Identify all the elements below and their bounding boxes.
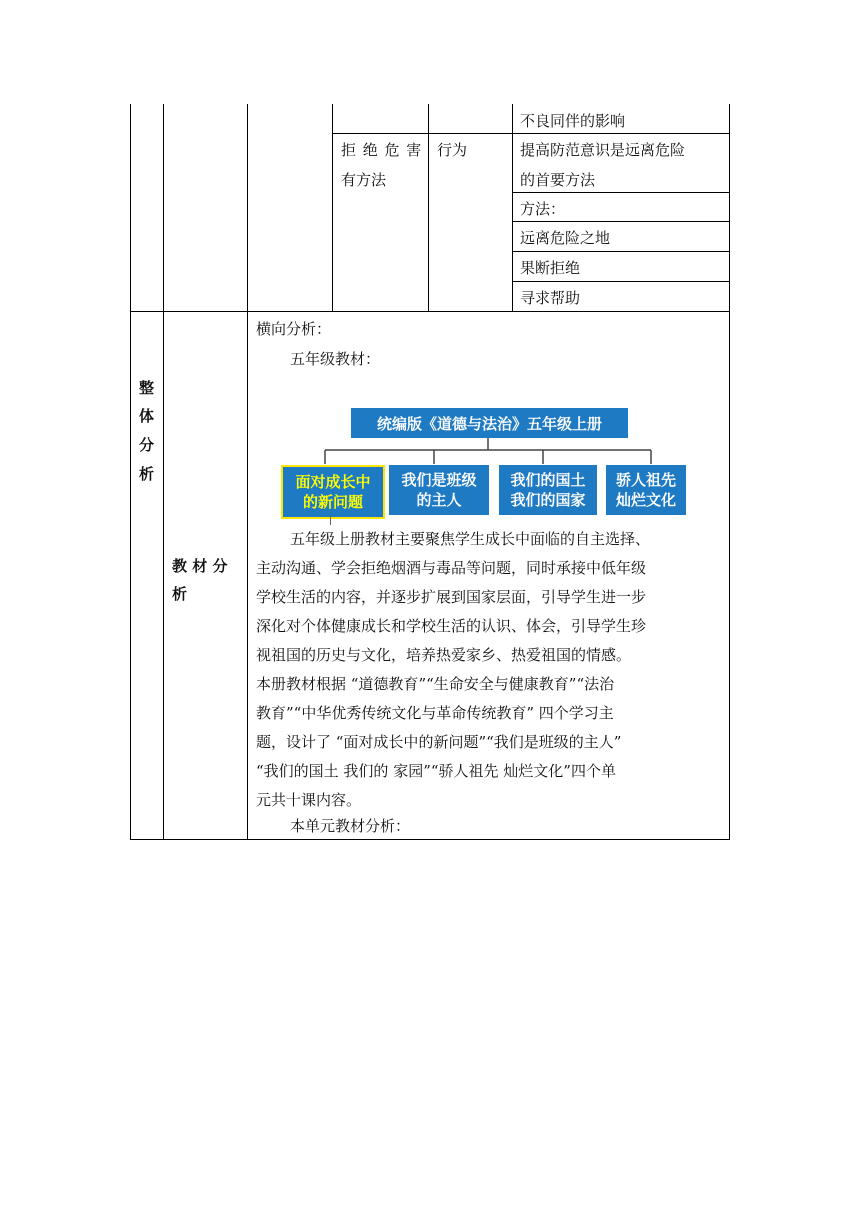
content-line2: 的首要方法 <box>520 171 596 189</box>
table-border-right <box>729 104 730 840</box>
diagram-connectors <box>280 438 720 468</box>
paragraph-line: “我们的国土 我们的 家园”“骄人祖先 灿烂文化”四个单 <box>256 762 616 780</box>
paragraph-line: 教育”“中华优秀传统文化与革命传统教育” 四个学习主 <box>256 704 614 722</box>
unit-box-line1: 我们的国土 <box>510 471 586 489</box>
paragraph-line: 视祖国的历史与文化，培养热爱家乡、热爱祖国的情感。 <box>256 646 632 664</box>
table-col-line-4 <box>428 104 429 311</box>
unit-box <box>389 465 489 515</box>
method-heading: 方法： <box>520 200 566 218</box>
unit-box <box>499 465 597 515</box>
side-label-char: 整 <box>139 379 155 397</box>
table-row-line-c <box>512 221 730 222</box>
paragraph-line: 主动沟通、学会拒绝烟酒与毒品等问题，同时承接中低年级 <box>256 559 647 577</box>
method-item: 果断拒绝 <box>520 259 581 277</box>
unit-analysis-heading: 本单元教材分析： <box>290 817 411 835</box>
table-col-line-1 <box>163 104 164 840</box>
side-label-char: 体 <box>139 407 155 425</box>
table-col-line-5 <box>512 104 513 311</box>
paragraph-line: 五年级上册教材主要聚焦学生成长中面临的自主选择、 <box>290 530 651 548</box>
category-label: 行为 <box>437 141 468 159</box>
table-section-divider <box>130 311 730 312</box>
unit-box-line2: 灿烂文化 <box>615 491 676 509</box>
sub-label-line2: 析 <box>172 585 188 603</box>
section-title-line1: 拒 绝 危 害 <box>341 141 423 159</box>
paragraph-line: 题，设计了 “面对成长中的新问题”“我们是班级的主人” <box>256 733 622 751</box>
table-row-line-d <box>512 251 730 252</box>
paragraph-line: 深化对个体健康成长和学校生活的认识、体会，引导学生珍 <box>256 617 647 635</box>
method-item: 远离危险之地 <box>520 229 611 247</box>
diagram-top-label: 统编版《道德与法治》五年级上册 <box>351 408 628 438</box>
unit-box-line1: 我们是班级 <box>401 471 477 489</box>
side-label-char: 分 <box>139 436 155 454</box>
unit-box-line1: 骄人祖先 <box>615 471 676 489</box>
sub-label-line1: 教 材 分 <box>172 557 228 575</box>
grade-label: 五年级教材： <box>290 350 381 368</box>
unit-box-line2: 我们的国家 <box>510 491 586 509</box>
unit-box <box>606 465 686 515</box>
section-title-line2: 有方法 <box>341 171 387 189</box>
method-item: 寻求帮助 <box>520 289 581 307</box>
table-border-left <box>130 104 131 840</box>
side-label-char: 析 <box>139 465 155 483</box>
table-col-line-2 <box>247 104 248 840</box>
content-line1: 提高防范意识是远离危险 <box>520 141 686 159</box>
unit-box-stem <box>330 515 331 525</box>
paragraph-line: 本册教材根据 “道德教育”“生命安全与健康教育”“法治 <box>256 675 615 693</box>
table-border-bottom <box>130 839 730 840</box>
table-row-line-a <box>332 133 730 134</box>
table-col-line-3 <box>332 104 333 311</box>
unit-box-line1: 面对成长中 <box>295 473 371 491</box>
paragraph-line: 元共十课内容。 <box>256 791 362 809</box>
paragraph-line: 学校生活的内容，并逐步扩展到国家层面，引导学生进一步 <box>256 588 647 606</box>
table-row-line-e <box>512 281 730 282</box>
unit-box-highlighted <box>281 465 385 519</box>
table-row-line-b <box>512 192 730 193</box>
unit-box-line2: 的主人 <box>416 491 462 509</box>
unit-box-line2: 的新问题 <box>302 493 363 511</box>
cell-bad-peer-influence: 不良同伴的影响 <box>520 112 626 130</box>
analysis-heading: 横向分析： <box>256 320 332 338</box>
